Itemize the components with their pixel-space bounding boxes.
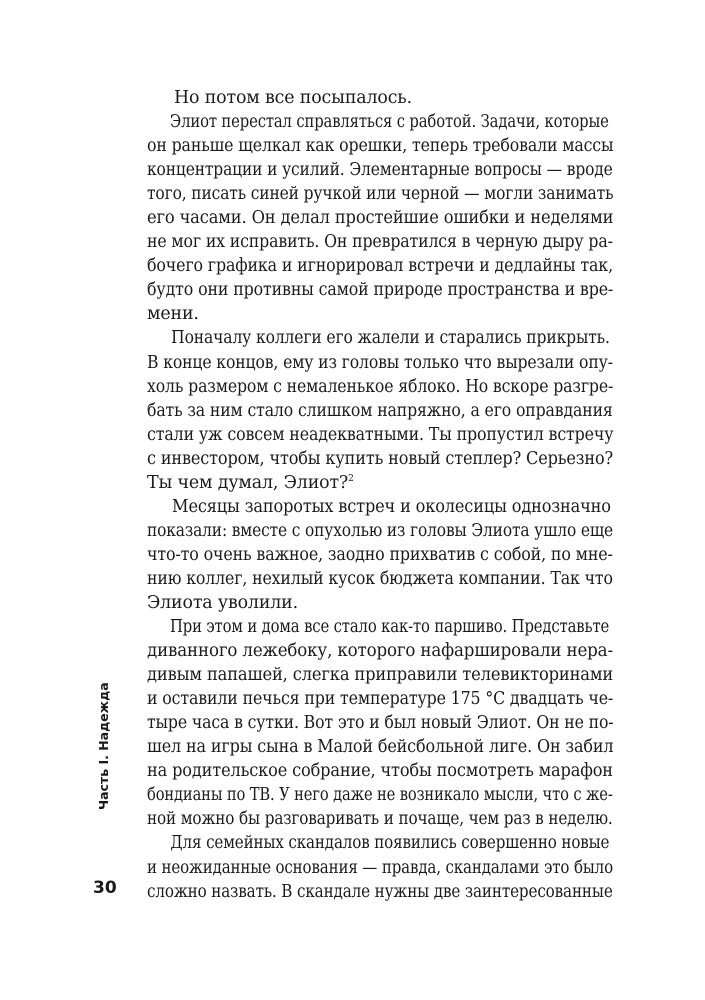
text-line bbox=[147, 831, 610, 855]
text-line bbox=[147, 543, 613, 567]
text-line-content: шел на игры сына в Малой бейсбольной лиге. Он забил bbox=[147, 737, 614, 758]
text-line-content: Элиота уволили. bbox=[147, 592, 298, 613]
text-line-content: концентрации и усилий. Элементарные вопросы — вроде bbox=[147, 160, 613, 181]
text-line bbox=[147, 86, 613, 110]
text-line-content: его часами. Он делал простейшие ошибки и неделями bbox=[147, 208, 614, 229]
text-line bbox=[147, 302, 613, 326]
footnote-marker: 2 bbox=[348, 473, 354, 484]
text-line bbox=[147, 735, 614, 759]
text-line bbox=[147, 807, 613, 831]
running-head: Часть I. Надежда bbox=[96, 682, 111, 810]
text-line bbox=[147, 519, 614, 543]
text-line-content: с инвестором, чтобы купить новый степлер? Серьезно? bbox=[147, 448, 613, 469]
text-line bbox=[147, 423, 614, 447]
text-line-content: что-то очень важное, заодно прихватив с собой, по мне- bbox=[147, 544, 613, 565]
text-line bbox=[147, 591, 613, 615]
text-line bbox=[147, 783, 613, 807]
text-line-content: дивым папашей, слегка приправили телевикторинами bbox=[147, 665, 614, 686]
text-line bbox=[147, 399, 613, 423]
text-line-content: Месяцы запоротых встреч и околесицы однозначно bbox=[172, 496, 611, 517]
text-line-content: не мог их исправить. Он превратился в черную дыру ра- bbox=[147, 232, 613, 253]
text-line bbox=[147, 615, 610, 639]
text-line bbox=[147, 158, 613, 182]
text-line bbox=[147, 254, 613, 278]
text-line-content: бать за ним стало слишком напряжно, а его оправдания bbox=[147, 400, 613, 421]
text-line bbox=[147, 110, 609, 134]
text-line bbox=[147, 134, 614, 158]
text-line-content: мени. bbox=[147, 304, 199, 325]
text-line bbox=[147, 711, 614, 735]
text-line bbox=[147, 471, 613, 495]
text-line bbox=[147, 278, 614, 302]
text-line bbox=[147, 351, 613, 375]
text-line-content: В конце концов, ему из головы только что вырезали опу- bbox=[147, 352, 613, 373]
text-line bbox=[147, 759, 613, 783]
text-line-content: холь размером с немаленькое яблоко. Но вскоре разгре- bbox=[147, 376, 614, 397]
text-line-content: диванного лежебоку, которого нафаршировали нера- bbox=[147, 641, 613, 662]
text-line bbox=[147, 880, 613, 904]
text-line-content: бочего графика и игнорировал встречи и дедлайны так, bbox=[147, 256, 613, 277]
text-line-content: будто они противны самой природе пространства и вре- bbox=[147, 280, 614, 301]
text-line bbox=[147, 326, 610, 350]
text-line-content: Но потом все посыпалось. bbox=[174, 88, 412, 108]
text-line bbox=[147, 639, 613, 663]
text-line bbox=[147, 375, 614, 399]
text-line-content: тыре часа в сутки. Вот это и был новый Элиот. Он не по- bbox=[147, 713, 614, 734]
text-line-content: Элиот перестал справляться с работой. Задачи, которые bbox=[169, 112, 609, 133]
text-line-content: того, писать синей ручкой или черной — могли занимать bbox=[147, 184, 614, 205]
text-line bbox=[147, 856, 613, 880]
text-line-content: сложно назвать. В скандале нужны две заинтересованные bbox=[147, 881, 613, 902]
text-line bbox=[147, 447, 613, 471]
text-line-content: он раньше щелкал как орешки, теперь требовали массы bbox=[147, 136, 614, 157]
text-line bbox=[147, 567, 613, 591]
text-line bbox=[147, 182, 614, 206]
text-line-content: нию коллег, нехилый кусок бюджета компании. Так что bbox=[147, 568, 613, 589]
text-line-content: бондианы по ТВ. У него даже не возникало мысли, что с же- bbox=[147, 785, 613, 806]
text-line-content: Ты чем думал, Элиот? bbox=[147, 472, 349, 493]
text-line-content: Поначалу коллеги его жалели и старались прикрыть. bbox=[171, 328, 610, 349]
text-line bbox=[147, 663, 614, 687]
text-line-content: При этом и дома все стало как-то паршиво. Представьте bbox=[169, 617, 610, 638]
text-line-content: и неожиданные основания — правда, скандалами это было bbox=[147, 857, 613, 878]
text-line-content: ной можно бы разговаривать и почаще, чем раз в неделю. bbox=[147, 809, 613, 830]
page-number: 30 bbox=[93, 878, 117, 898]
text-line-content: и оставили печься при температуре 175 °C двадцать че- bbox=[147, 689, 614, 710]
text-line bbox=[147, 687, 614, 711]
text-line bbox=[147, 495, 611, 519]
body-text bbox=[147, 86, 613, 904]
text-line bbox=[147, 230, 613, 254]
text-line-content: стали уж совсем неадекватными. Ты пропустил встречу bbox=[147, 424, 614, 445]
text-line-content: показали: вместе с опухолью из головы Элиота ушло еще bbox=[147, 520, 614, 541]
text-line-content: на родительское собрание, чтобы посмотреть марафон bbox=[147, 761, 613, 782]
text-line bbox=[147, 206, 614, 230]
text-line-content: Для семейных скандалов появились совершенно новые bbox=[170, 833, 610, 854]
